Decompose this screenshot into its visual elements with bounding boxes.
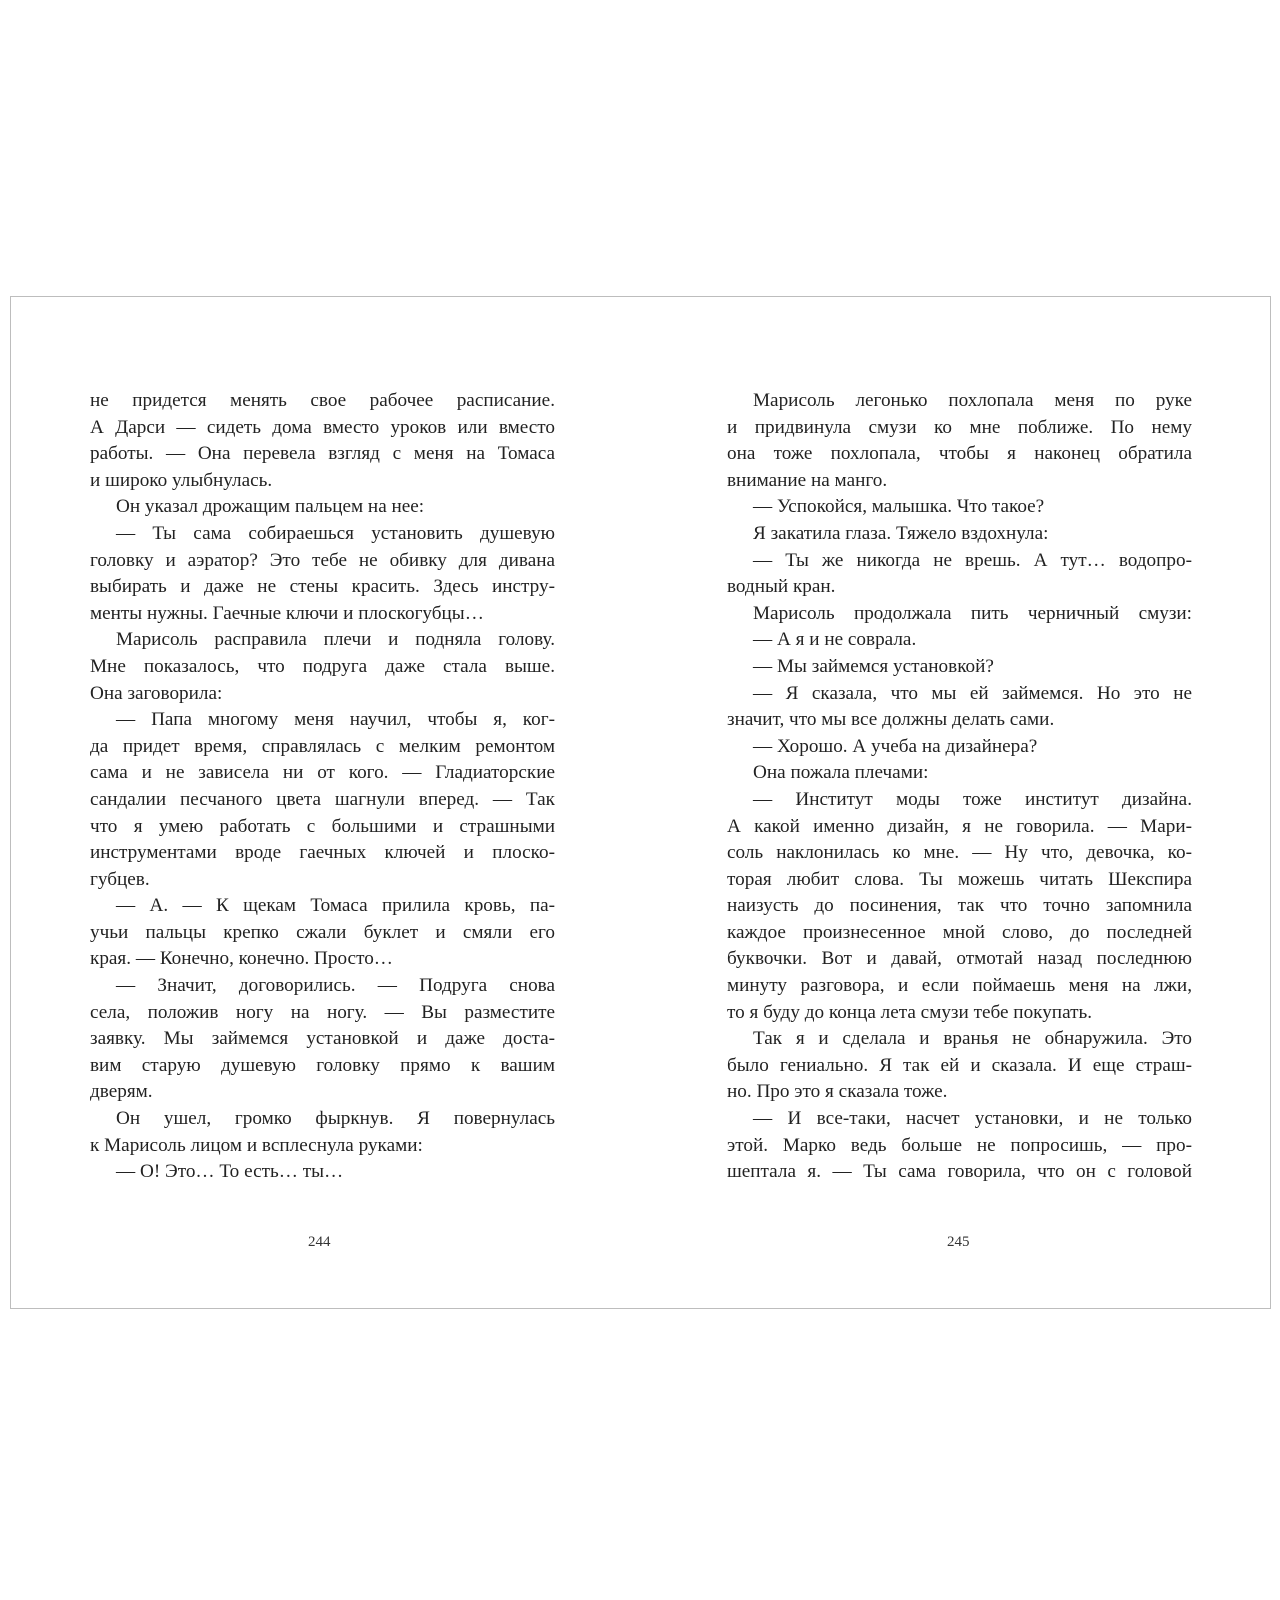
left-page-text-line: Он указал дрожащим пальцем на нее:: [116, 496, 425, 518]
left-page-text-line: — Значит, договорились. — Подруга снова: [116, 975, 555, 997]
left-page-text: [90, 388, 555, 1186]
left-page-text-line: Марисоль расправила плечи и подняла голову.: [116, 629, 555, 651]
left-page-text-line: Он ушел, громко фыркнув. Я повернулась: [116, 1108, 555, 1130]
left-page-number: 244: [308, 1234, 331, 1250]
right-page-text-line: Я закатила глаза. Тяжело вздохнула:: [753, 522, 1049, 544]
right-page-text-line: — Мы займемся установкой?: [753, 655, 994, 677]
right-page-text-line: то я буду до конца лета смузи тебе покупать.: [727, 1001, 1093, 1023]
left-page-text-line: головку и аэратор? Это тебе не обивку для дивана: [90, 549, 555, 571]
right-page-text-line: каждое произнесенное мной слово, до последней: [727, 921, 1192, 943]
left-page-text-line: губцев.: [90, 868, 150, 890]
right-page-text-line: минуту разговора, и если поймаешь меня на лжи,: [727, 975, 1192, 997]
right-page-text-line: — Институт моды тоже институт дизайна.: [753, 788, 1192, 810]
right-page-text-line: — Ты же никогда не врешь. А тут… водопро-: [753, 549, 1192, 571]
right-page-text-line: — Хорошо. А учеба на дизайнера?: [753, 735, 1038, 757]
left-page-text-line: А Дарси — сидеть дома вместо уроков или вместо: [90, 416, 555, 438]
left-page-text-line: к Марисоль лицом и всплеснула руками:: [90, 1134, 423, 1156]
right-page: [727, 388, 1192, 1186]
right-page-text-line: значит, что мы все должны делать сами.: [727, 709, 1055, 731]
left-page-text-line: не придется менять свое рабочее расписание.: [90, 390, 555, 411]
left-page-text-line: инструментами вроде гаечных ключей и плоско-: [90, 842, 555, 864]
left-page-text-line: — Ты сама собираешься установить душевую: [116, 522, 555, 544]
right-page-text-line: и придвинула смузи ко мне поближе. По нему: [727, 416, 1192, 438]
right-page-text-line: было гениально. Я так ей и сказала. И еще страш-: [727, 1054, 1192, 1076]
left-page-text-line: края. — Конечно, конечно. Просто…: [90, 948, 393, 970]
left-page: [90, 388, 555, 1186]
right-page-text-line: — И все-таки, насчет установки, и не только: [753, 1108, 1192, 1130]
left-page-text-line: сандалии песчаного цвета шагнули вперед. — Так: [90, 788, 555, 810]
left-page-text-line: работы. — Она перевела взгляд с меня на Томаса: [90, 443, 555, 465]
left-page-text-line: выбирать и даже не стены красить. Здесь инстру-: [90, 576, 555, 598]
left-page-text-line: Мне показалось, что подруга даже стала выше.: [90, 655, 555, 677]
right-page-text-line: А какой именно дизайн, я не говорила. — Мари-: [727, 815, 1192, 837]
right-page-text-line: буквочки. Вот и давай, отмотай назад последнюю: [727, 948, 1192, 970]
left-page-text-line: заявку. Мы займемся установкой и даже доста-: [90, 1028, 555, 1050]
left-page-text-line: Она заговорила:: [90, 682, 223, 704]
left-page-text-line: вим старую душевую головку прямо к вашим: [90, 1054, 555, 1076]
left-page-text-line: что я умею работать с большими и страшными: [90, 815, 555, 837]
right-page-text-line: — А я и не соврала.: [753, 629, 917, 651]
right-page-text-line: Она пожала плечами:: [753, 762, 929, 784]
right-page-text-line: — Успокойся, малышка. Что такое?: [753, 496, 1045, 518]
book-spread: [10, 296, 1271, 1309]
right-page-number: 245: [947, 1234, 970, 1250]
left-page-text-line: дверям.: [90, 1081, 153, 1103]
left-page-text-line: — О! Это… То есть… ты…: [116, 1161, 344, 1183]
left-page-text-line: сама и не зависела ни от кого. — Гладиаторские: [90, 762, 555, 784]
right-page-text-line: — Я сказала, что мы ей займемся. Но это не: [753, 682, 1192, 704]
left-page-text-line: села, положив ногу на ногу. — Вы разместите: [90, 1001, 555, 1023]
left-page-text-line: — Папа многому меня научил, чтобы я, ког-: [116, 709, 555, 731]
left-page-text-line: и широко улыбнулась.: [90, 469, 273, 491]
right-page-text-line: Так я и сделала и вранья не обнаружила. Это: [753, 1028, 1192, 1050]
left-page-text-line: да придет время, справлялась с мелким ремонтом: [90, 735, 555, 757]
right-page-text-line: водный кран.: [727, 576, 836, 598]
right-page-text-line: Марисоль продолжала пить черничный смузи:: [753, 602, 1192, 624]
right-page-text-line: этой. Марко ведь больше не попросишь, — про-: [727, 1134, 1192, 1156]
right-page-text-line: торая любит слова. Ты можешь читать Шекспира: [727, 868, 1192, 890]
right-page-text-line: шептала я. — Ты сама говорила, что он с головой: [727, 1161, 1192, 1183]
right-page-text-line: но. Про это я сказала тоже.: [727, 1081, 948, 1103]
right-page-text-line: наизусть до посинения, так что точно запомнила: [727, 895, 1192, 917]
right-page-text-line: соль наклонилась ко мне. — Ну что, девочка, ко-: [727, 842, 1192, 864]
right-page-text-line: внимание на манго.: [727, 469, 888, 491]
left-page-text-line: менты нужны. Гаечные ключи и плоскогубцы…: [90, 602, 484, 624]
right-page-text: [727, 388, 1192, 1186]
left-page-text-line: — А. — К щекам Томаса прилила кровь, па-: [116, 895, 555, 917]
right-page-text-line: она тоже похлопала, чтобы я наконец обратила: [727, 443, 1192, 465]
right-page-text-line: Марисоль легонько похлопала меня по руке: [753, 390, 1192, 411]
left-page-text-line: учьи пальцы крепко сжали буклет и смяли его: [90, 921, 555, 943]
